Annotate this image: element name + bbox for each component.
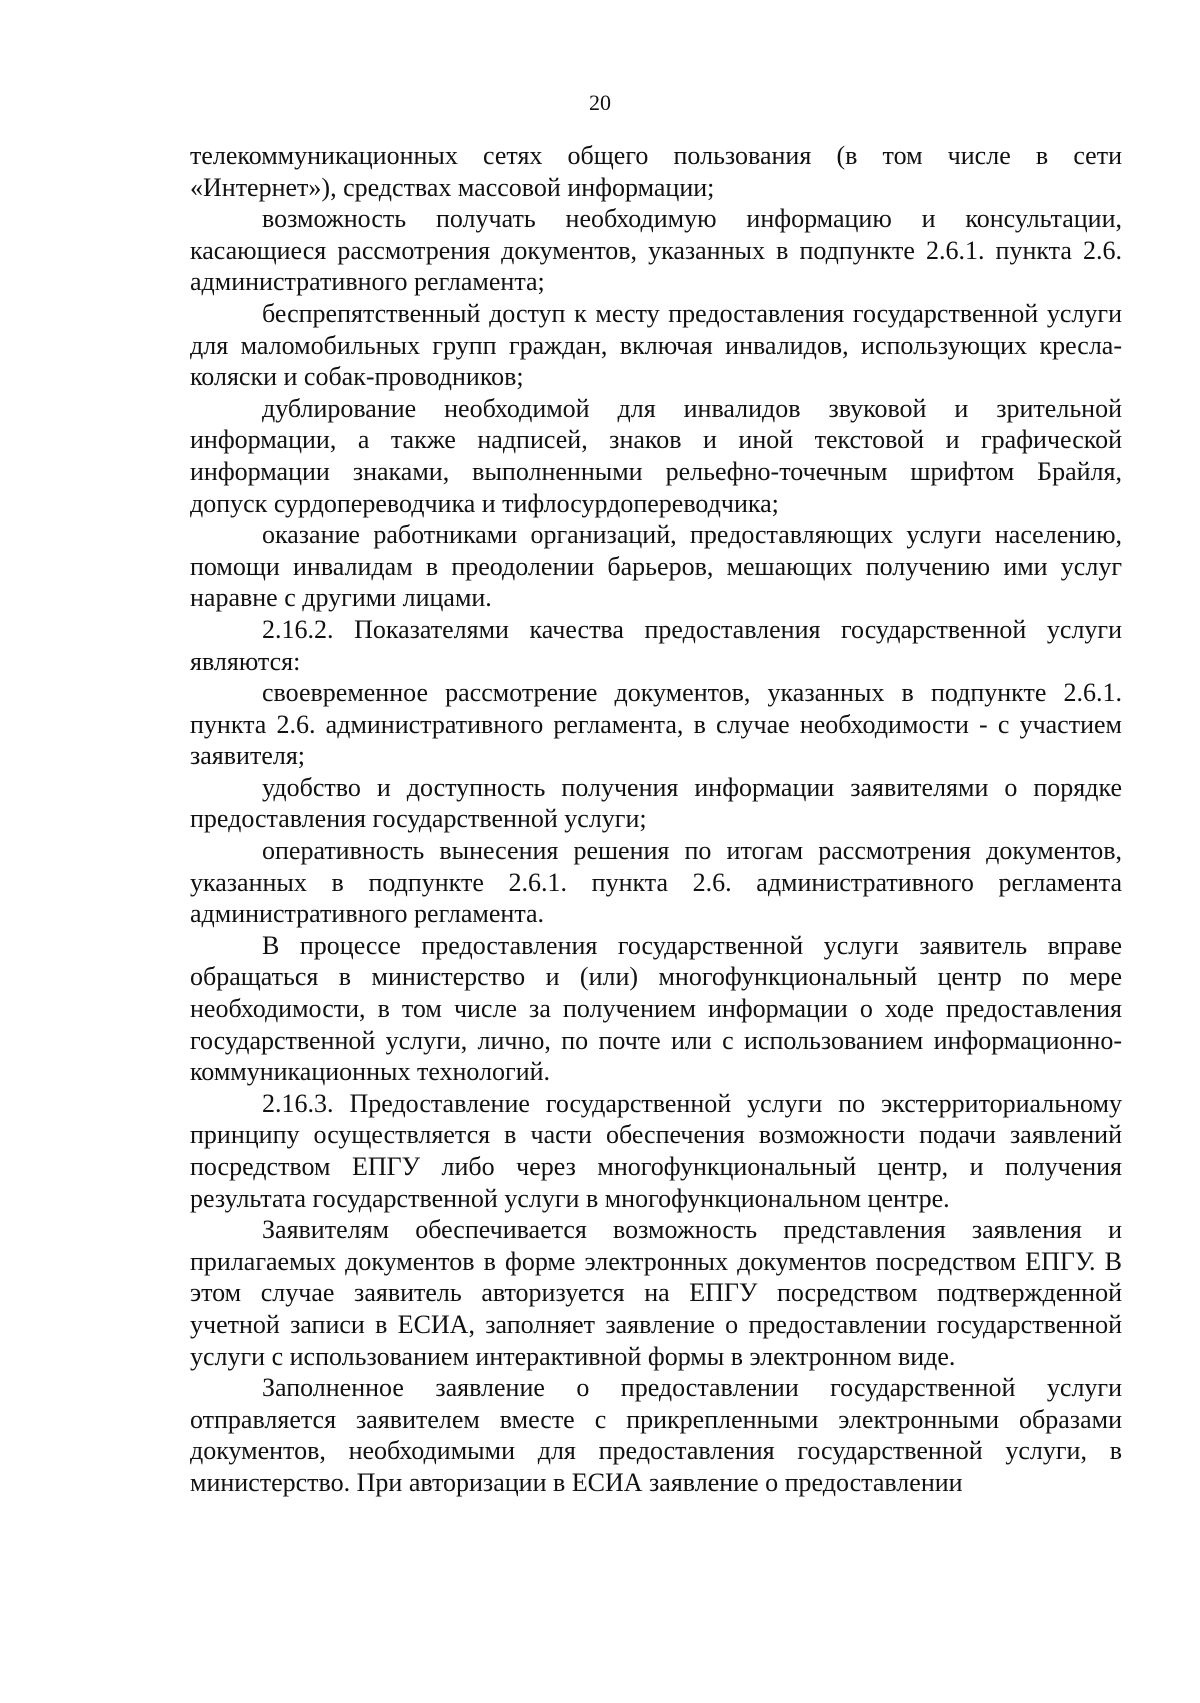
paragraph: оказание работниками организаций, предоставляющих услуги населению, помощи инвалидам в преодолении барьеров, мешающих получению ими услуг наравне с другими лицами.	[190, 520, 1122, 613]
paragraph: возможность получать необходимую информацию и консультации, касающиеся рассмотрения документов, указанных в подпункте 2.6.1. пункта 2.6. административного регламента;	[190, 204, 1122, 297]
paragraph: своевременное рассмотрение документов, указанных в подпункте 2.6.1. пункта 2.6. административного регламента, в случае необходимости - с участием заявителя;	[190, 678, 1122, 771]
paragraph: удобство и доступность получения информации заявителями о порядке предоставления государственной услуги;	[190, 772, 1122, 834]
paragraph: оперативность вынесения решения по итогам рассмотрения документов, указанных в подпункте 2.6.1. пункта 2.6. административного регламента административного регламента.	[190, 836, 1122, 929]
paragraph: Заполненное заявление о предоставлении государственной услуги отправляется заявителем вместе с прикрепленными электронными образами документов, необходимыми для предоставления государственной услуги, в министерство. При авторизации в ЕСИА заявление о предоставлении	[190, 1373, 1122, 1497]
paragraph: Заявителям обеспечивается возможность представления заявления и прилагаемых документов в форме электронных документов посредством ЕПГУ. В этом случае заявитель авторизуется на ЕПГУ посредством подтвержденной учетной записи в ЕСИА, заполняет заявление о предоставлении государственной услуги с использованием интерактивной формы в электронном виде.	[190, 1215, 1122, 1371]
paragraph: В процессе предоставления государственной услуги заявитель вправе обращаться в министерство и (или) многофункциональный центр по мере необходимости, в том числе за получением информации о ходе предоставления государственной услуги, лично, по почте или с использованием информационно-коммуникационных технологий.	[190, 930, 1122, 1087]
paragraph-section-2-16-3: 2.16.3. Предоставление государственной услуги по экстерриториальному принципу осуществляется в части обеспечения возможности подачи заявлений посредством ЕПГУ либо через многофункциональный центр, и получения результата государственной услуги в многофункциональном центре.	[190, 1088, 1122, 1213]
page-number: 20	[589, 90, 611, 115]
paragraph-continuation: телекоммуникационных сетях общего пользования (в том числе в сети «Интернет»), средствах массовой информации;	[190, 141, 1122, 202]
paragraph: беспрепятственный доступ к месту предоставления государственной услуги для маломобильных групп граждан, включая инвалидов, использующих кресла-коляски и собак-проводников;	[190, 298, 1122, 392]
paragraph-section-2-16-2: 2.16.2. Показателями качества предоставления государственной услуги являются:	[190, 614, 1122, 676]
document-body	[190, 140, 1122, 1499]
paragraph: дублирование необходимой для инвалидов звуковой и зрительной информации, а также надписей, знаков и иной текстовой и графической информации знаками, выполненными рельефно-точечным шрифтом Брайля, допуск сурдопереводчика и тифлосурдопереводчика;	[190, 393, 1122, 518]
